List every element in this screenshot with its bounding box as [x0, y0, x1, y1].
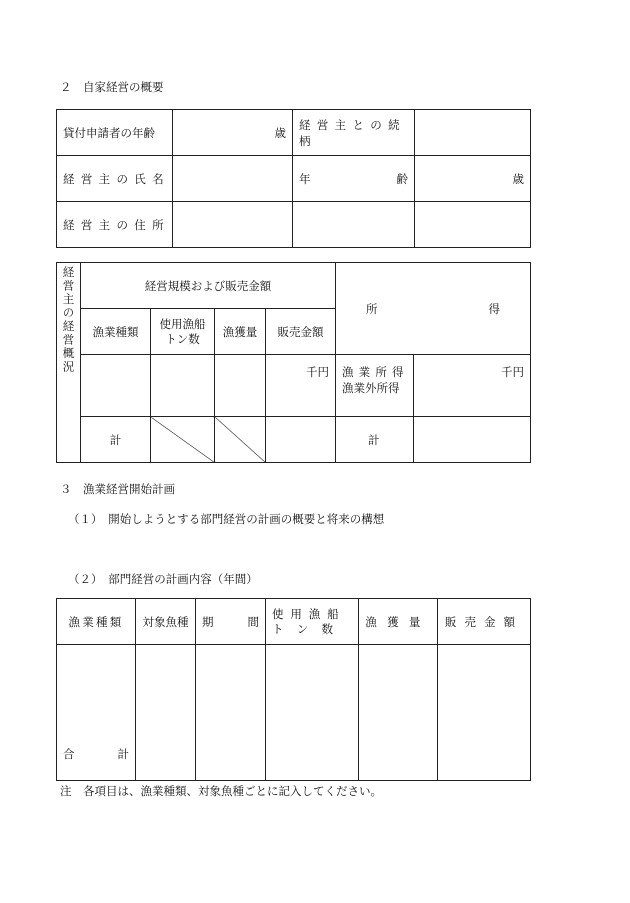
summary-tonnage-field[interactable]	[151, 355, 215, 417]
col-fishery-type: 漁業種類	[81, 309, 151, 355]
sales-total-field[interactable]	[266, 417, 336, 463]
income-header-b: 得	[488, 301, 500, 316]
owner-age-label-b: 齢	[396, 171, 408, 186]
plan-col-tonnage-1: 使用漁船	[272, 606, 346, 621]
plan-col-target-fish: 対象魚種	[136, 599, 196, 645]
plan-period-field[interactable]	[196, 645, 266, 781]
income-total-label: 計	[336, 417, 414, 463]
owner-name-field[interactable]	[173, 156, 293, 202]
plan-total-label	[57, 645, 136, 781]
catch-total-diagonal	[215, 417, 266, 463]
summary-sales-field[interactable]: 千円	[266, 355, 336, 417]
relation-label: 経営主との続柄	[293, 110, 415, 156]
owner-name-label: 経営主の氏名	[57, 156, 173, 202]
note: 注 各項目は、漁業種類、対象魚種ごとに記入してください。	[60, 784, 382, 798]
summary-vertical-label: 経営主の経営概況	[57, 263, 81, 463]
summary-fishery-type-field[interactable]	[81, 355, 151, 417]
relation-field[interactable]	[415, 110, 531, 156]
plan-col-catch: 漁獲量	[359, 599, 438, 645]
owner-age-unit[interactable]: 歳	[415, 156, 531, 202]
col-sales: 販売金額	[266, 309, 336, 355]
section3-sub2: （２） 部門経営の計画内容（年間）	[68, 572, 258, 586]
col-tonnage: 使用漁船トン数	[151, 309, 215, 355]
income-total-field[interactable]	[414, 417, 531, 463]
summary-catch-field[interactable]	[215, 355, 266, 417]
plan-col-tonnage-2: トン数	[272, 621, 347, 636]
section3-sub1: （１） 開始しようとする部門経営の計画の概要と将来の構想	[68, 512, 385, 526]
plan-col-fishery-type: 漁業種類	[57, 599, 136, 645]
plan-total-b: 計	[117, 747, 129, 761]
income-header-a: 所	[366, 301, 378, 316]
income-amount-field[interactable]: 千円	[414, 355, 531, 417]
owner-age-label-a: 年	[299, 171, 311, 186]
income-header	[336, 263, 531, 355]
plan-sales-field[interactable]	[438, 645, 531, 781]
summary-total-label: 計	[81, 417, 151, 463]
plan-col-tonnage	[266, 599, 359, 645]
plan-col-period-b: 間	[247, 614, 259, 629]
section3-heading: ３ 漁業経営開始計画	[60, 482, 175, 496]
plan-col-period	[196, 599, 266, 645]
business-summary-table	[56, 262, 531, 463]
plan-col-sales: 販売金額	[438, 599, 531, 645]
plan-catch-field[interactable]	[359, 645, 438, 781]
applicant-age-label: 貸付申請者の年齢	[57, 110, 173, 156]
other-income-label: 漁業外所得	[342, 381, 400, 395]
applicant-age-unit[interactable]: 歳	[173, 110, 293, 156]
fishery-income-label: 漁業所得	[342, 365, 409, 379]
plan-col-period-a: 期	[202, 614, 214, 629]
plan-tonnage-field[interactable]	[266, 645, 359, 781]
owner-address-field-1[interactable]	[173, 202, 293, 248]
plan-table	[56, 598, 531, 781]
plan-total-a: 合	[63, 747, 75, 761]
scale-header: 経営規模および販売金額	[81, 263, 336, 309]
applicant-info-table	[56, 109, 531, 248]
income-labels	[336, 355, 414, 417]
section2-heading: ２ 自家経営の概要	[60, 80, 164, 94]
owner-address-label: 経営主の住所	[57, 202, 173, 248]
owner-address-field-2[interactable]	[293, 202, 415, 248]
tonnage-total-diagonal	[151, 417, 215, 463]
owner-age-label	[293, 156, 415, 202]
col-catch: 漁獲量	[215, 309, 266, 355]
plan-target-fish-field[interactable]	[136, 645, 196, 781]
owner-address-field-3[interactable]	[415, 202, 531, 248]
